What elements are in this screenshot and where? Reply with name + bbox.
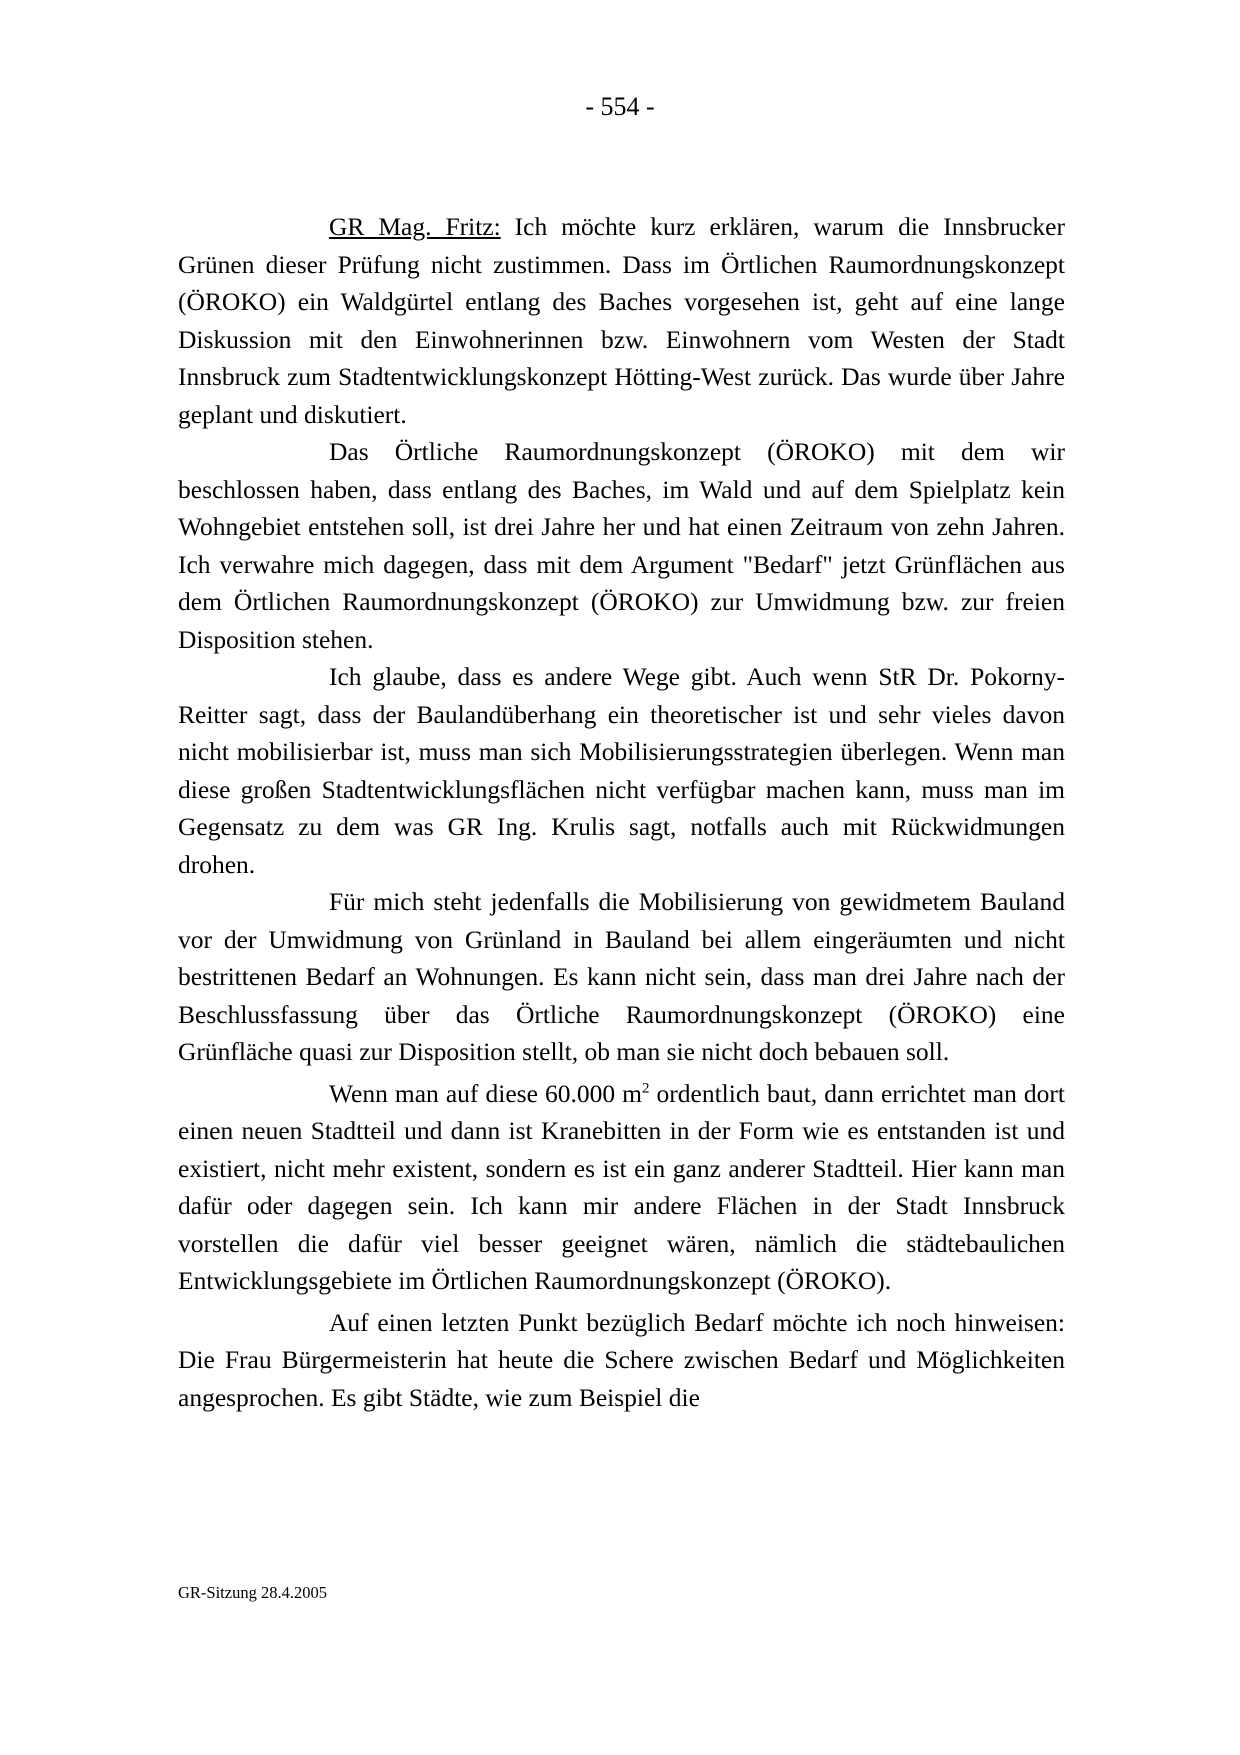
paragraph-1 bbox=[178, 208, 1065, 433]
paragraph-1-text: Ich möchte kurz erklären, warum die Innsbrucker Grünen dieser Prüfung nicht zustimmen. Dass im Örtlichen Raumordnungskonzept (ÖROKO) ein Waldgürtel entlang des Baches vorgesehen ist, geht auf eine lange Diskussion mit den Einwohnerinnen bzw. Einwohnern vom Westen der Stadt Innsbruck zum Stadtentwicklungskonzept Hötting-West zurück. Das wurde über Jahre geplant und diskutiert. bbox=[178, 212, 1065, 429]
footer-session-date: GR-Sitzung 28.4.2005 bbox=[178, 1583, 327, 1602]
page-number: - 554 - bbox=[585, 92, 655, 121]
paragraph-6: Auf einen letzten Punkt bezüglich Bedarf möchte ich noch hinweisen: Die Frau Bürgermeisterin hat heute die Schere zwischen Bedarf und Möglichkeiten angesprochen. Es gibt Städte, wie zum Beispiel die bbox=[178, 1307, 1065, 1412]
paragraph-2: Das Örtliche Raumordnungskonzept (ÖROKO) mit dem wir beschlossen haben, dass entlang des Baches, im Wald und auf dem Spielplatz kein Wohngebiet entstehen soll, ist drei Jahre her und hat einen Zeitraum von zehn Jahren. Ich verwahre mich dagegen, dass mit dem Argument "Bedarf" jetzt Grünflächen aus dem Örtlichen Raumordnungskonzept (ÖROKO) zur Umwidmung bzw. zur freien Disposition stehen. bbox=[178, 437, 1065, 654]
paragraph-3: Ich glaube, dass es andere Wege gibt. Auch wenn StR Dr. Pokorny-Reitter sagt, dass der Baulandüberhang ein theoretischer ist und sehr vieles davon nicht mobilisierbar ist, muss man sich Mobilisierungsstrategien überlegen. Wenn man diese großen Stadtentwicklungsflächen nicht verfügbar machen kann, muss man im Gegensatz zu dem was GR Ing. Krulis sagt, notfalls auch mit Rückwidmungen drohen. bbox=[178, 662, 1065, 879]
paragraph-5-text-b: ordentlich baut, dann errichtet man dort einen neuen Stadtteil und dann ist Kranebitten in der Form wie es entstanden ist und existiert, nicht mehr existent, sondern es ist ein ganz anderer Stadtteil. Hier kann man dafür oder dagegen sein. Ich kann mir andere Flächen in der Stadt Innsbruck vorstellen die dafür viel besser geeignet wären, nämlich die städtebaulichen Entwicklungsgebiete im Örtlichen Raumordnungskonzept (ÖROKO). bbox=[178, 1078, 1065, 1295]
speaker-name: GR Mag. Fritz: bbox=[329, 212, 501, 241]
document-body bbox=[178, 208, 1065, 1416]
superscript-two: 2 bbox=[641, 1080, 650, 1096]
paragraph-5 bbox=[178, 1075, 1065, 1300]
paragraph-5-text-a: Wenn man auf diese 60.000 m bbox=[329, 1078, 642, 1108]
paragraph-4: Für mich steht jedenfalls die Mobilisierung von gewidmetem Bauland vor der Umwidmung von Grünland in Bauland bei allem eingeräumten und nicht bestrittenen Bedarf an Wohnungen. Es kann nicht sein, dass man drei Jahre nach der Beschlussfassung über das Örtliche Raumordnungskonzept (ÖROKO) eine Grünfläche quasi zur Disposition stellt, ob man sie nicht doch bebauen soll. bbox=[178, 887, 1065, 1066]
